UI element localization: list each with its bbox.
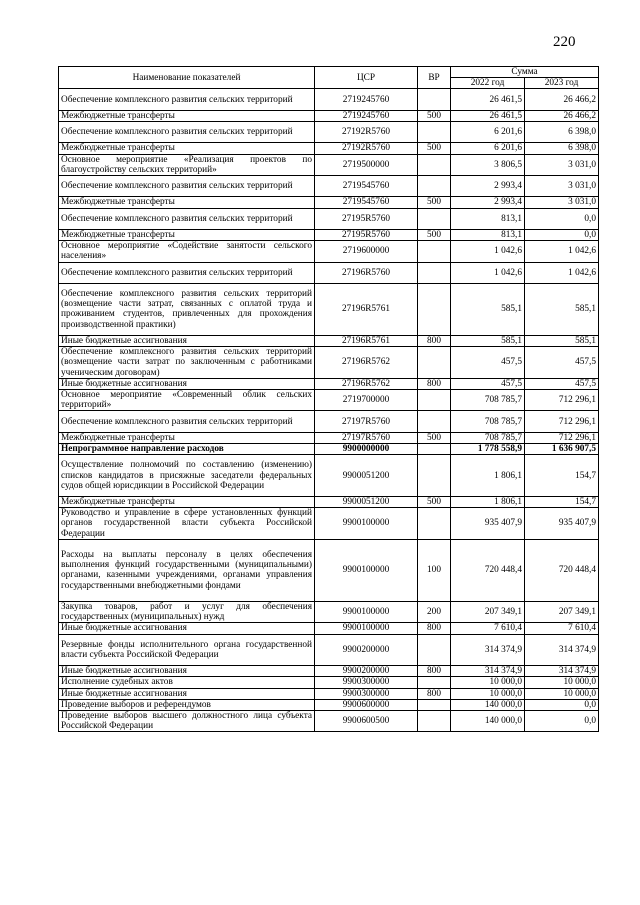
header-year-2022: 2022 год [451,78,525,89]
row-2023-cell: 6 398,0 [525,143,599,154]
row-vr-cell [418,634,451,666]
row-2023-cell: 154,7 [525,497,599,508]
row-name-cell: Иные бюджетные ассигнования [59,623,315,634]
row-2023-cell: 712 296,1 [525,390,599,411]
row-2022-cell: 585,1 [451,335,525,346]
header-year-2023: 2023 год [525,78,599,89]
row-csr-cell: 9900600500 [315,711,418,732]
header-name: Наименование показателей [59,67,315,89]
row-2022-cell: 2 993,4 [451,176,525,197]
row-name-cell: Обеспечение комплексного развития сельских территорий [59,262,315,283]
row-2022-cell: 708 785,7 [451,432,525,443]
row-name-cell: Межбюджетные трансферты [59,110,315,121]
row-vr-cell [418,711,451,732]
row-2022-cell: 10 000,0 [451,688,525,699]
row-2022-cell: 1 806,1 [451,455,525,497]
row-2022-cell: 26 461,5 [451,110,525,121]
row-vr-cell: 800 [418,623,451,634]
row-name-cell: Закупка товаров, работ и услуг для обеспечения государственных (муниципальных) нужд [59,602,315,623]
row-2023-cell: 1 042,6 [525,241,599,262]
row-vr-cell [418,677,451,688]
row-csr-cell: 2719700000 [315,390,418,411]
header-csr: ЦСР [315,67,418,89]
table-row [59,208,599,229]
row-2022-cell: 585,1 [451,283,525,335]
row-name-cell: Осуществление полномочий по составлению (изменению) списков кандидатов в присяжные заседатели федеральных судов общей юрисдикции в Российской Федерации [59,455,315,497]
table-row [59,110,599,121]
row-vr-cell [418,122,451,143]
row-2022-cell: 140 000,0 [451,711,525,732]
row-csr-cell: 27196R5762 [315,347,418,379]
row-2022-cell: 7 610,4 [451,623,525,634]
row-2023-cell: 0,0 [525,711,599,732]
row-name-cell: Иные бюджетные ассигнования [59,335,315,346]
table-row [59,711,599,732]
row-2022-cell: 708 785,7 [451,411,525,432]
row-2022-cell: 314 374,9 [451,634,525,666]
row-2022-cell: 314 374,9 [451,666,525,677]
row-2023-cell: 585,1 [525,335,599,346]
row-csr-cell: 27196R5760 [315,262,418,283]
table-row [59,444,599,455]
table-row [59,154,599,175]
table-row [59,378,599,389]
row-2023-cell: 0,0 [525,229,599,240]
row-name-cell: Межбюджетные трансферты [59,229,315,240]
row-2022-cell: 3 806,5 [451,154,525,175]
row-csr-cell: 9900000000 [315,444,418,455]
row-csr-cell: 2719545760 [315,197,418,208]
row-vr-cell [418,208,451,229]
row-vr-cell [418,699,451,710]
row-vr-cell [418,241,451,262]
row-2022-cell: 10 000,0 [451,677,525,688]
row-vr-cell [418,390,451,411]
row-2022-cell: 2 993,4 [451,197,525,208]
row-name-cell: Непрограммное направление расходов [59,444,315,455]
row-name-cell: Обеспечение комплексного развития сельских территорий [59,122,315,143]
row-name-cell: Обеспечение комплексного развития сельских территорий [59,89,315,110]
row-csr-cell: 2719600000 [315,241,418,262]
row-2023-cell: 10 000,0 [525,688,599,699]
row-name-cell: Обеспечение комплексного развития сельских территорий (возмещение части затрат, связанных с оплатой труда и проживанием студентов, привлеченных для прохождения производственной практики) [59,283,315,335]
row-2022-cell: 935 407,9 [451,508,525,540]
row-csr-cell: 2719245760 [315,110,418,121]
table-row [59,677,599,688]
table-row [59,335,599,346]
table-row [59,229,599,240]
row-name-cell: Обеспечение комплексного развития сельских территорий [59,411,315,432]
row-2023-cell: 10 000,0 [525,677,599,688]
row-vr-cell: 500 [418,143,451,154]
table-row [59,89,599,110]
row-2023-cell: 207 349,1 [525,602,599,623]
row-vr-cell: 100 [418,539,451,601]
row-csr-cell: 27195R5760 [315,229,418,240]
row-name-cell: Расходы на выплаты персоналу в целях обеспечения выполнения функций государственными (муниципальными) органами, казенными учреждениями, органами управления государственными внебюджетными фондами [59,539,315,601]
header-sum: Сумма [451,67,599,78]
row-2022-cell: 6 201,6 [451,143,525,154]
table-row [59,283,599,335]
table-row [59,241,599,262]
row-2023-cell: 457,5 [525,347,599,379]
row-vr-cell: 800 [418,335,451,346]
row-2023-cell: 26 466,2 [525,110,599,121]
header-vr: ВР [418,67,451,89]
row-2022-cell: 813,1 [451,208,525,229]
row-csr-cell: 27195R5760 [315,208,418,229]
row-csr-cell: 9900100000 [315,539,418,601]
row-csr-cell: 27197R5760 [315,432,418,443]
row-name-cell: Обеспечение комплексного развития сельских территорий [59,176,315,197]
row-csr-cell: 9900100000 [315,508,418,540]
row-csr-cell: 9900051200 [315,455,418,497]
row-vr-cell: 500 [418,229,451,240]
table-row [59,602,599,623]
table-row [59,699,599,710]
row-2023-cell: 3 031,0 [525,176,599,197]
row-2022-cell: 813,1 [451,229,525,240]
row-name-cell: Исполнение судебных актов [59,677,315,688]
row-2023-cell: 585,1 [525,283,599,335]
row-vr-cell [418,262,451,283]
row-2023-cell: 3 031,0 [525,154,599,175]
table-row [59,347,599,379]
row-vr-cell [418,154,451,175]
row-name-cell: Основное мероприятие «Современный облик сельских территорий» [59,390,315,411]
row-2023-cell: 7 610,4 [525,623,599,634]
table-row [59,634,599,666]
row-csr-cell: 9900600000 [315,699,418,710]
table-row [59,176,599,197]
row-vr-cell [418,176,451,197]
table-row [59,455,599,497]
row-csr-cell: 27192R5760 [315,143,418,154]
row-csr-cell: 9900100000 [315,623,418,634]
table-row [59,497,599,508]
table-row [59,539,599,601]
row-csr-cell: 9900051200 [315,497,418,508]
row-csr-cell: 9900300000 [315,688,418,699]
row-csr-cell: 27196R5761 [315,335,418,346]
table-row [59,432,599,443]
row-name-cell: Обеспечение комплексного развития сельских территорий (возмещение части затрат по заключенным с работниками ученическим договорам) [59,347,315,379]
row-name-cell: Иные бюджетные ассигнования [59,378,315,389]
row-vr-cell: 800 [418,666,451,677]
row-vr-cell: 500 [418,497,451,508]
row-2022-cell: 720 448,4 [451,539,525,601]
row-2023-cell: 6 398,0 [525,122,599,143]
row-2022-cell: 140 000,0 [451,699,525,710]
table-row [59,122,599,143]
row-2022-cell: 1 042,6 [451,262,525,283]
row-csr-cell: 9900200000 [315,634,418,666]
row-vr-cell: 500 [418,432,451,443]
row-name-cell: Основное мероприятие «Реализация проектов по благоустройству сельских территорий» [59,154,315,175]
row-csr-cell: 27197R5760 [315,411,418,432]
row-2022-cell: 207 349,1 [451,602,525,623]
row-name-cell: Межбюджетные трансферты [59,497,315,508]
row-2023-cell: 154,7 [525,455,599,497]
row-vr-cell [418,283,451,335]
row-2022-cell: 1 778 558,9 [451,444,525,455]
row-csr-cell: 2719245760 [315,89,418,110]
row-vr-cell [418,444,451,455]
row-2023-cell: 26 466,2 [525,89,599,110]
row-name-cell: Резервные фонды исполнительного органа государственной власти субъекта Российской Федерации [59,634,315,666]
row-2023-cell: 1 042,6 [525,262,599,283]
table-row [59,666,599,677]
row-2022-cell: 457,5 [451,378,525,389]
row-vr-cell [418,508,451,540]
table-row [59,688,599,699]
row-csr-cell: 27196R5761 [315,283,418,335]
table-row [59,390,599,411]
table-row [59,508,599,540]
row-name-cell: Проведение выборов высшего должностного лица субъекта Российской Федерации [59,711,315,732]
row-csr-cell: 9900100000 [315,602,418,623]
row-2023-cell: 712 296,1 [525,432,599,443]
row-csr-cell: 9900200000 [315,666,418,677]
row-csr-cell: 9900300000 [315,677,418,688]
row-2023-cell: 720 448,4 [525,539,599,601]
table-row [59,411,599,432]
row-name-cell: Иные бюджетные ассигнования [59,666,315,677]
row-name-cell: Межбюджетные трансферты [59,143,315,154]
row-csr-cell: 27192R5760 [315,122,418,143]
row-vr-cell: 500 [418,110,451,121]
row-name-cell: Руководство и управление в сфере установленных функций органов государственной власти субъекта Российской Федерации [59,508,315,540]
row-2022-cell: 26 461,5 [451,89,525,110]
row-2022-cell: 6 201,6 [451,122,525,143]
row-2023-cell: 935 407,9 [525,508,599,540]
row-2023-cell: 457,5 [525,378,599,389]
row-2022-cell: 1 806,1 [451,497,525,508]
row-2023-cell: 1 636 907,5 [525,444,599,455]
row-vr-cell: 800 [418,688,451,699]
row-csr-cell: 27196R5762 [315,378,418,389]
row-2023-cell: 314 374,9 [525,634,599,666]
row-2023-cell: 712 296,1 [525,411,599,432]
row-vr-cell [418,455,451,497]
row-vr-cell [418,411,451,432]
row-name-cell: Обеспечение комплексного развития сельских территорий [59,208,315,229]
row-csr-cell: 2719545760 [315,176,418,197]
row-2023-cell: 0,0 [525,208,599,229]
row-name-cell: Иные бюджетные ассигнования [59,688,315,699]
row-vr-cell: 200 [418,602,451,623]
row-name-cell: Межбюджетные трансферты [59,432,315,443]
table-row [59,262,599,283]
row-vr-cell: 500 [418,197,451,208]
row-vr-cell: 800 [418,378,451,389]
row-2022-cell: 457,5 [451,347,525,379]
row-2023-cell: 3 031,0 [525,197,599,208]
row-name-cell: Основное мероприятие «Содействие занятости сельского населения» [59,241,315,262]
row-name-cell: Проведение выборов и референдумов [59,699,315,710]
table-row [59,143,599,154]
row-2022-cell: 708 785,7 [451,390,525,411]
row-2023-cell: 0,0 [525,699,599,710]
row-2022-cell: 1 042,6 [451,241,525,262]
table-row [59,197,599,208]
row-2023-cell: 314 374,9 [525,666,599,677]
row-csr-cell: 2719500000 [315,154,418,175]
row-name-cell: Межбюджетные трансферты [59,197,315,208]
row-vr-cell [418,347,451,379]
table-row [59,623,599,634]
budget-table [58,66,599,732]
row-vr-cell [418,89,451,110]
page-number: 220 [553,34,576,50]
